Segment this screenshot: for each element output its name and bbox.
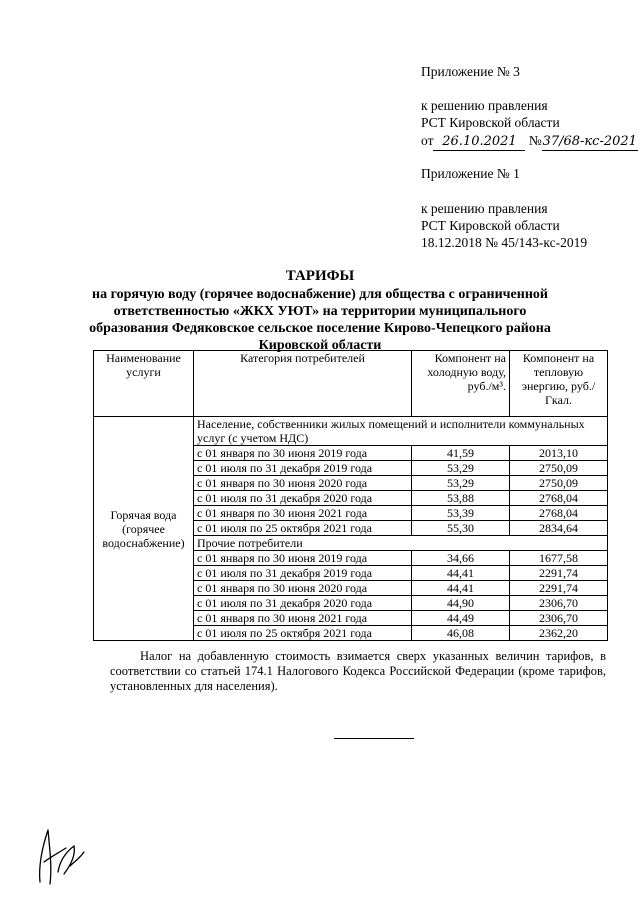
period-cell: с 01 июля по 31 декабря 2020 года	[194, 491, 412, 506]
period-cell: с 01 января по 30 июня 2021 года	[194, 611, 412, 626]
resolution-line-2: РСТ Кировской области	[421, 115, 560, 130]
period-cell: с 01 января по 30 июня 2020 года	[194, 581, 412, 596]
heat-value-cell: 2306,70	[510, 596, 608, 611]
heat-value-cell: 2013,10	[510, 446, 608, 461]
heat-value-cell: 2306,70	[510, 611, 608, 626]
period-cell: с 01 июля по 31 декабря 2019 года	[194, 566, 412, 581]
heat-value-cell: 1677,58	[510, 551, 608, 566]
title-line-3: образования Федяковское сельское поселение Кирово-Чепецкого района	[89, 321, 551, 336]
tariff-table	[93, 350, 608, 641]
original-resolution-line-3: 18.12.2018 № 45/143-кс-2019	[421, 235, 588, 250]
heat-value-cell: 2768,04	[510, 491, 608, 506]
service-name-cell: Горячая вода (горячее водоснабжение)	[94, 417, 194, 641]
number-prefix: №	[528, 133, 542, 148]
period-cell: с 01 июля по 25 октября 2021 года	[194, 626, 412, 641]
water-value-cell: 46,08	[412, 626, 510, 641]
group-row-population	[94, 417, 608, 446]
period-cell: с 01 июля по 31 декабря 2020 года	[194, 596, 412, 611]
title-line-1: на горячую воду (горячее водоснабжение) для общества с ограниченной	[92, 287, 548, 302]
original-resolution-line-2: РСТ Кировской области	[421, 218, 560, 233]
vat-note	[110, 649, 606, 694]
closing-divider	[334, 738, 414, 739]
vat-note-text: Налог на добавленную стоимость взимается сверх указанных величин тарифов, в соответствии со статьей 174.1 Налогового Кодекса Российской Федерации (кроме тарифов, установленных для населения).	[110, 649, 606, 693]
document-title: ТАРИФЫ	[285, 268, 355, 284]
heat-value-cell: 2291,74	[510, 566, 608, 581]
title-line-2: ответственностью «ЖКХ УЮТ» на территории муниципального	[113, 304, 527, 319]
header-heat: Компонент на тепловую энергию, руб./Гкал.	[510, 351, 608, 417]
date-prefix: от	[421, 133, 434, 148]
appendix-1-label: Приложение № 1	[421, 166, 520, 181]
period-cell: с 01 июля по 31 декабря 2019 года	[194, 461, 412, 476]
water-value-cell: 53,39	[412, 506, 510, 521]
period-cell: с 01 июля по 25 октября 2021 года	[194, 521, 412, 536]
header-service: Наименование услуги	[94, 351, 194, 417]
period-cell: с 01 января по 30 июня 2021 года	[194, 506, 412, 521]
heat-value-cell: 2291,74	[510, 581, 608, 596]
group-label-population: Население, собственники жилых помещений и исполнители коммунальных услуг (с учетом НДС)	[194, 417, 608, 446]
water-value-cell: 55,30	[412, 521, 510, 536]
appendix-3-label: Приложение № 3	[421, 64, 520, 79]
water-value-cell: 34,66	[412, 551, 510, 566]
group-label-other: Прочие потребители	[194, 536, 608, 551]
header-category: Категория потребителей	[194, 351, 412, 417]
water-value-cell: 53,88	[412, 491, 510, 506]
water-value-cell: 53,29	[412, 461, 510, 476]
heat-value-cell: 2362,20	[510, 626, 608, 641]
original-resolution-line-1: к решению правления	[421, 201, 548, 216]
period-cell: с 01 января по 30 июня 2020 года	[194, 476, 412, 491]
water-value-cell: 44,49	[412, 611, 510, 626]
table-header-row	[94, 351, 608, 417]
water-value-cell: 53,29	[412, 476, 510, 491]
handwritten-date: 26.10.2021	[433, 133, 525, 151]
title-line-4: Кировской области	[258, 338, 382, 353]
handwritten-number: 37/68-кс-2021	[542, 134, 637, 149]
heat-value-cell: 2768,04	[510, 506, 608, 521]
water-value-cell: 44,90	[412, 596, 510, 611]
header-water: Компонент на холодную воду, руб./м³.	[412, 351, 510, 417]
water-value-cell: 41,59	[412, 446, 510, 461]
water-value-cell: 44,41	[412, 581, 510, 596]
heat-value-cell: 2750,09	[510, 461, 608, 476]
water-value-cell: 44,41	[412, 566, 510, 581]
period-cell: с 01 января по 30 июня 2019 года	[194, 446, 412, 461]
period-cell: с 01 января по 30 июня 2019 года	[194, 551, 412, 566]
resolution-line-1: к решению правления	[421, 98, 548, 113]
resolution-date-line	[421, 132, 638, 151]
heat-value-cell: 2750,09	[510, 476, 608, 491]
heat-value-cell: 2834,64	[510, 521, 608, 536]
signature-mark	[30, 822, 90, 892]
